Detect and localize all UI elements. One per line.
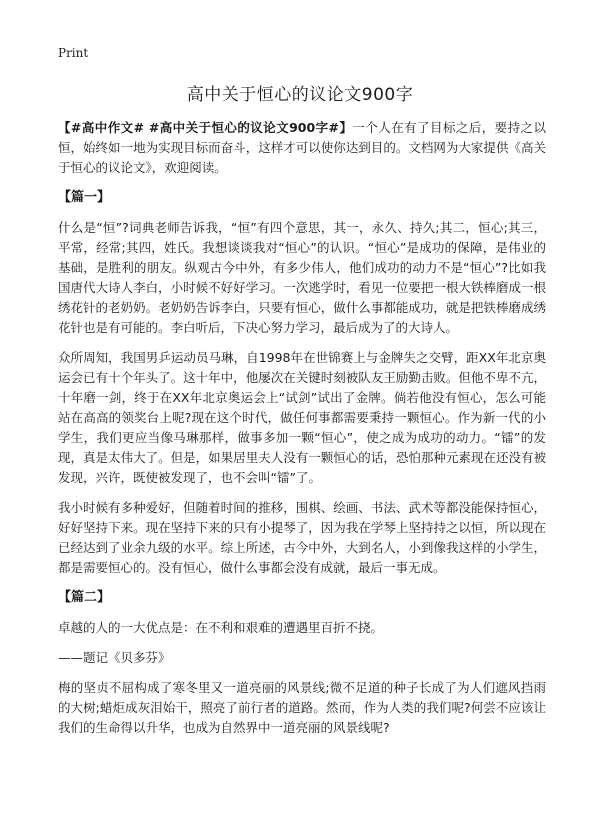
section-2-paragraph: 卓越的人的一大优点是：在不利和艰难的遭遇里百折不挠。 [58, 620, 384, 635]
section-2-paragraph: 梅的坚贞不屈构成了寒冬里又一道亮丽的风景线;微不足道的种子长成了为人们遮风挡雨的大树;蜡炬成灰泪始干，照亮了前行者的道路。然而，作为人类的我们呢?何尝不应该让我们的生命得以升华，也成为自然界中一道亮丽的风景线呢? [58, 680, 546, 735]
intro-paragraph [58, 118, 546, 178]
section-1-paragraph: 什么是“恒”?词典老师告诉我，“恒”有四个意思，其一，永久、持久;其二，恒心;其三，平常，经常;其四，姓氏。我想谈谈我对“恒心”的认识。“恒心”是成功的保障，是伟业的基础，是胜利的朋友。纵观古今中外，有多少伟人，他们成功的动力不是“恒心”?比如我国唐代大诗人李白，小时候不好好学习。一次逃学时，看见一位要把一根大铁棒磨成一根绣花针的老奶奶。老奶奶告诉李白，只要有恒心，做什么事都能成功，就是把铁棒磨成绣花针也是有可能的。李白听后，下决心努力学习，最后成为了的大诗人。 [58, 220, 546, 335]
article-body [58, 118, 546, 748]
section-1-paragraph: 众所周知，我国男乒运动员马琳，自1998年在世锦赛上与金牌失之交臂，距XX年北京奥运会已有十个年头了。这十年中，他屡次在关键时刻被队友王励勤击败。但他不卑不亢，十年磨一剑，终于在XX年北京奥运会上“试剑”试出了金牌。倘若他没有恒心，怎么可能站在高高的领奖台上呢?现在这个时代，做任何事都需要秉持一颗恒心。作为新一代的小学生，我们更应当像马琳那样，做事多加一颗“恒心”，使之成为成功的动力。“镭”的发现，真是太伟大了。但是，如果居里夫人没有一颗恒心的话，恐怕那种元素现在还没有被发现，兴许，既使被发现了，也不会叫“镭”了。 [58, 350, 546, 485]
epigraph-attribution: ——题记《贝多芬》 [58, 650, 171, 665]
section-2-heading: 【篇二】 [58, 590, 111, 605]
page-title: 高中关于恒心的议论文900字 [186, 85, 414, 105]
section-1-paragraph: 我小时候有多种爱好，但随着时间的推移，围棋、绘画、书法、武术等都没能保持恒心，好好坚持下来。现在坚持下来的只有小提琴了，因为我在学琴上坚持持之以恒，所以现在已经达到了业余九级的水平。综上所述，古今中外，大到名人，小到像我这样的小学生，都是需要恒心的。没有恒心，做什么事都会没有成就，最后一事无成。 [58, 500, 546, 575]
intro-text: 一个人在有了目标之后，要持之以恒，始终如一地为实现目标而奋斗，这样才可以使你达到目的。文档网为大家提供《高关于恒心的议论文》，欢迎阅读。 [58, 120, 546, 175]
section-1-heading: 【篇一】 [58, 190, 111, 205]
print-link[interactable]: Print [58, 46, 89, 60]
intro-tag: 【#高中作文# #高中关于恒心的议论文900字#】 [58, 120, 353, 135]
